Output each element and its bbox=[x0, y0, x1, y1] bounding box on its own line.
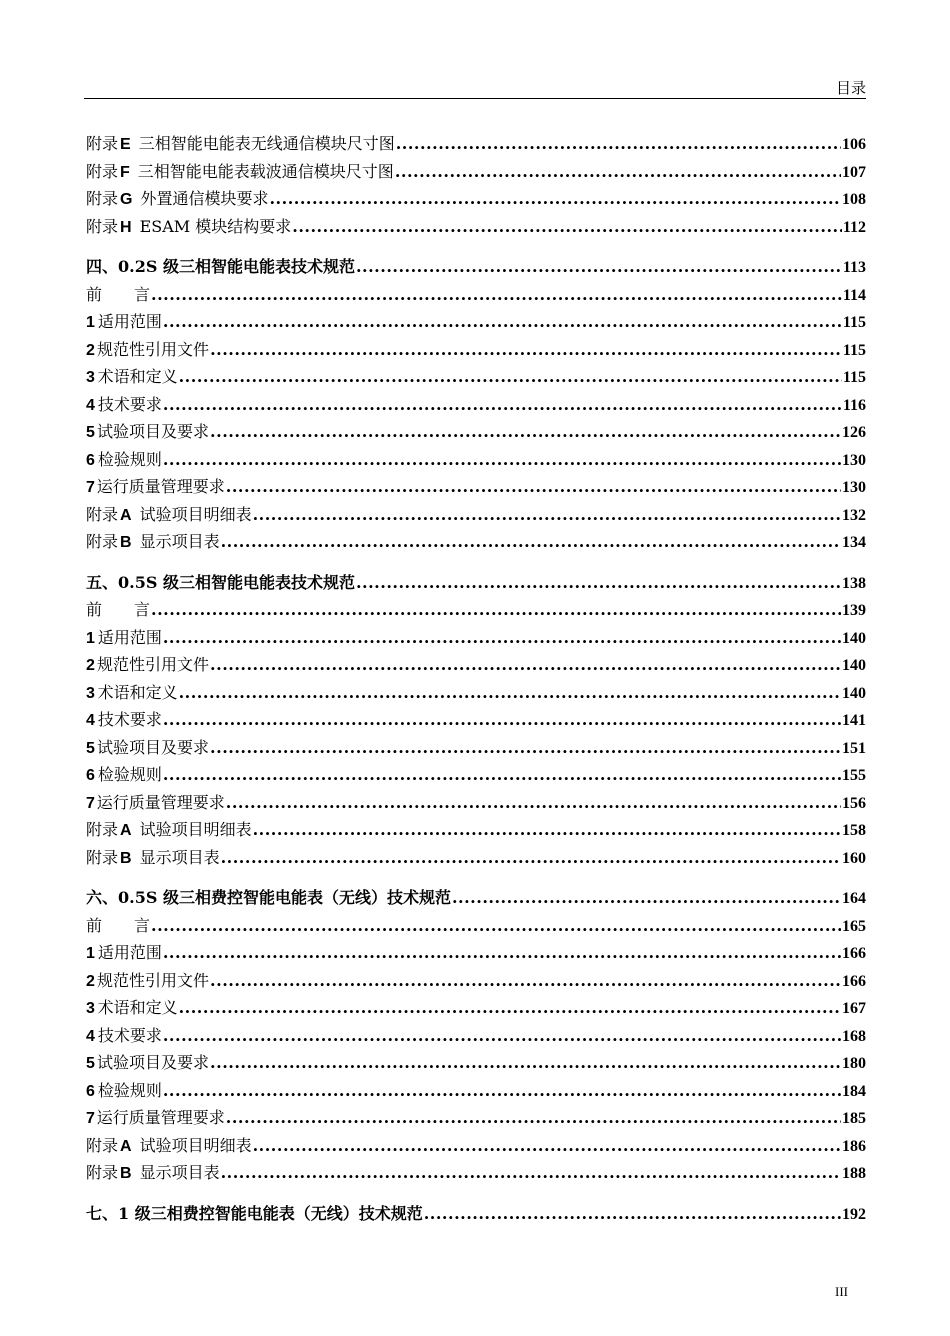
toc-entry-title: 术语和定义 bbox=[97, 367, 178, 386]
toc-entry-title: 试验项目明细表 bbox=[139, 1135, 252, 1155]
toc-entry-numbered[interactable] bbox=[86, 939, 866, 967]
toc-entry-numbered[interactable] bbox=[86, 651, 866, 679]
toc-chapter-number: 2 bbox=[86, 972, 95, 990]
toc-entry-title: 三相智能电能表载波通信模块尺寸图 bbox=[137, 161, 394, 181]
dot-leader bbox=[292, 213, 842, 241]
toc-appendix-label: 附录 bbox=[86, 504, 119, 524]
toc-appendix-letter: H bbox=[120, 218, 132, 236]
toc-entry-title: 术语和定义 bbox=[97, 998, 178, 1017]
toc-chapter-number: 2 bbox=[86, 341, 95, 359]
toc-chapter-number: 5 bbox=[86, 739, 95, 757]
toc-page-number: 132 bbox=[842, 506, 866, 524]
dot-leader bbox=[395, 158, 841, 186]
toc-entry-numbered[interactable] bbox=[86, 446, 866, 474]
dot-leader bbox=[221, 1159, 841, 1187]
dot-leader bbox=[221, 844, 841, 872]
toc-entry-numbered[interactable] bbox=[86, 336, 866, 364]
toc-page-number: 114 bbox=[842, 286, 866, 304]
dot-leader bbox=[396, 130, 841, 158]
toc-page-number: 130 bbox=[842, 479, 866, 496]
toc-entry-appendix[interactable] bbox=[86, 844, 866, 872]
toc-page-number: 115 bbox=[842, 314, 866, 331]
toc-page-number: 116 bbox=[842, 396, 866, 414]
toc-page-number: 188 bbox=[842, 1165, 866, 1182]
toc-entry-title: 显示项目表 bbox=[139, 1163, 220, 1182]
dot-leader bbox=[179, 994, 841, 1022]
dot-leader bbox=[221, 528, 841, 556]
dot-leader bbox=[210, 336, 842, 364]
dot-leader bbox=[253, 501, 841, 529]
toc-entry-appendix[interactable] bbox=[86, 130, 866, 158]
toc-entry-title: 试验项目明细表 bbox=[139, 820, 252, 839]
toc-entry-title: 显示项目表 bbox=[139, 532, 220, 551]
dot-leader bbox=[179, 363, 842, 391]
toc-entry-section[interactable] bbox=[86, 1200, 866, 1228]
toc-entry-title: 四、0.2S 级三相智能电能表技术规范 bbox=[86, 257, 355, 276]
toc-page-number: 164 bbox=[842, 890, 866, 907]
dot-leader bbox=[210, 651, 841, 679]
toc-chapter-number: 6 bbox=[86, 451, 95, 469]
toc-appendix-letter: B bbox=[120, 849, 132, 867]
toc-appendix-letter: G bbox=[120, 191, 133, 208]
toc-entry-numbered[interactable] bbox=[86, 363, 866, 391]
toc-entry-title: 适用范围 bbox=[97, 312, 162, 331]
toc-appendix-letter: F bbox=[120, 163, 130, 181]
dot-leader bbox=[163, 1077, 841, 1105]
toc-appendix-label: 附录 bbox=[86, 820, 119, 839]
dot-leader bbox=[424, 1200, 841, 1228]
dot-leader bbox=[163, 939, 841, 967]
dot-leader bbox=[151, 281, 842, 309]
toc-entry-numbered[interactable] bbox=[86, 391, 866, 419]
toc-appendix-letter: B bbox=[120, 534, 132, 551]
toc-entry-numbered[interactable] bbox=[86, 734, 866, 762]
toc-entry-section[interactable] bbox=[86, 884, 866, 912]
dot-leader bbox=[253, 816, 841, 844]
toc-entry-title: 技术要求 bbox=[97, 710, 162, 729]
toc-entry-title: 前 言 bbox=[86, 915, 151, 935]
toc-appendix-label: 附录 bbox=[86, 189, 119, 208]
toc-chapter-number: 1 bbox=[86, 945, 95, 962]
toc-entry-section[interactable] bbox=[86, 253, 866, 281]
toc-entry-title: 规范性引用文件 bbox=[97, 970, 210, 990]
dot-leader bbox=[163, 308, 842, 336]
toc-page-number: 115 bbox=[842, 369, 866, 386]
toc-page-number: 166 bbox=[842, 972, 866, 990]
toc-page-number: 130 bbox=[842, 451, 866, 469]
toc-entry-numbered[interactable] bbox=[86, 1104, 866, 1132]
toc-entry-numbered[interactable] bbox=[86, 706, 866, 734]
toc-entry-appendix[interactable] bbox=[86, 185, 866, 213]
toc-chapter-number: 3 bbox=[86, 1000, 95, 1017]
toc-entry-title: 显示项目表 bbox=[139, 847, 220, 867]
toc-appendix-label: 附录 bbox=[86, 847, 119, 867]
toc-chapter-number: 5 bbox=[86, 424, 95, 441]
toc-page-number: 180 bbox=[842, 1055, 866, 1072]
dot-leader bbox=[210, 1049, 841, 1077]
toc-entry-title: 运行质量管理要求 bbox=[96, 477, 225, 496]
toc-entry-numbered[interactable] bbox=[86, 789, 866, 817]
toc-entry-preface[interactable] bbox=[86, 281, 866, 309]
dot-leader bbox=[356, 569, 841, 597]
dot-leader bbox=[163, 391, 842, 419]
toc-entry-numbered[interactable] bbox=[86, 761, 866, 789]
toc-entry-appendix[interactable] bbox=[86, 816, 866, 844]
toc-page-number: 141 bbox=[842, 712, 866, 729]
dot-leader bbox=[163, 1022, 841, 1050]
toc-page-number: 108 bbox=[842, 191, 866, 208]
dot-leader bbox=[179, 679, 841, 707]
toc-page-number: 107 bbox=[842, 163, 866, 181]
toc-entry-title: 试验项目及要求 bbox=[97, 1053, 210, 1072]
toc-entry-title: 检验规则 bbox=[97, 449, 162, 469]
toc-page-number: 167 bbox=[842, 1000, 866, 1017]
toc-entry-title: 运行质量管理要求 bbox=[96, 1108, 225, 1127]
toc-chapter-number: 7 bbox=[86, 479, 95, 496]
toc-page-number: 156 bbox=[842, 794, 866, 812]
toc-page-number: 115 bbox=[842, 341, 866, 359]
toc-chapter-number: 5 bbox=[86, 1055, 95, 1072]
toc-entry-preface[interactable] bbox=[86, 596, 866, 624]
toc-entry-appendix[interactable] bbox=[86, 1159, 866, 1187]
toc-entry-numbered[interactable] bbox=[86, 994, 866, 1022]
page-number: III bbox=[835, 1284, 848, 1299]
toc-entry-numbered[interactable] bbox=[86, 473, 866, 501]
dot-leader bbox=[210, 967, 841, 995]
toc-appendix-label: 附录 bbox=[86, 134, 119, 153]
toc-page-number: 140 bbox=[842, 629, 866, 647]
toc-chapter-number: 3 bbox=[86, 369, 95, 386]
toc-appendix-letter: E bbox=[120, 136, 131, 153]
toc-chapter-number: 4 bbox=[86, 1027, 95, 1045]
dot-leader bbox=[210, 734, 841, 762]
dot-leader bbox=[163, 624, 841, 652]
dot-leader bbox=[452, 884, 841, 912]
toc-chapter-number: 7 bbox=[86, 1110, 95, 1127]
toc-entry-title: 试验项目及要求 bbox=[97, 737, 210, 757]
toc-entry-title: 规范性引用文件 bbox=[97, 339, 210, 359]
toc-entry-section[interactable] bbox=[86, 569, 866, 597]
table-of-contents bbox=[86, 130, 866, 1227]
toc-entry-numbered[interactable] bbox=[86, 1049, 866, 1077]
toc-entry-title: 五、0.5S 级三相智能电能表技术规范 bbox=[86, 572, 355, 592]
toc-entry-title: 规范性引用文件 bbox=[97, 655, 210, 674]
dot-leader bbox=[226, 789, 841, 817]
toc-page-number: 138 bbox=[842, 574, 866, 592]
dot-leader bbox=[253, 1132, 841, 1160]
toc-chapter-number: 1 bbox=[86, 314, 95, 331]
toc-page-number: 168 bbox=[842, 1027, 866, 1045]
toc-entry-title: 七、1 级三相费控智能电能表（无线）技术规范 bbox=[86, 1203, 423, 1223]
toc-appendix-letter: A bbox=[120, 506, 132, 524]
dot-leader bbox=[163, 706, 841, 734]
toc-page-number: 112 bbox=[842, 218, 866, 236]
toc-page-number: 192 bbox=[842, 1205, 866, 1223]
toc-entry-title: 适用范围 bbox=[97, 627, 162, 647]
toc-entry-title: 技术要求 bbox=[97, 394, 162, 414]
toc-entry-title: 检验规则 bbox=[97, 1080, 162, 1100]
toc-chapter-number: 1 bbox=[86, 629, 95, 647]
toc-entry-numbered[interactable] bbox=[86, 1077, 866, 1105]
toc-chapter-number: 6 bbox=[86, 767, 95, 784]
dot-leader bbox=[269, 185, 841, 213]
toc-entry-preface[interactable] bbox=[86, 912, 866, 940]
toc-entry-appendix[interactable] bbox=[86, 501, 866, 529]
toc-entry-title: 前 言 bbox=[86, 600, 151, 619]
toc-entry-title: 试验项目及要求 bbox=[97, 422, 210, 441]
toc-entry-numbered[interactable] bbox=[86, 967, 866, 995]
dot-leader bbox=[210, 418, 841, 446]
toc-chapter-number: 6 bbox=[86, 1082, 95, 1100]
toc-entry-title: 技术要求 bbox=[97, 1025, 162, 1045]
dot-leader bbox=[163, 446, 841, 474]
toc-page-number: 158 bbox=[842, 822, 866, 839]
toc-appendix-letter: B bbox=[120, 1165, 132, 1182]
page-header-title: 目录 bbox=[835, 79, 866, 97]
toc-page-number: 151 bbox=[842, 739, 866, 757]
toc-entry-title: 试验项目明细表 bbox=[139, 504, 252, 524]
dot-leader bbox=[163, 761, 841, 789]
toc-chapter-number: 7 bbox=[86, 794, 95, 812]
toc-entry-numbered[interactable] bbox=[86, 418, 866, 446]
dot-leader bbox=[356, 253, 842, 281]
toc-chapter-number: 4 bbox=[86, 712, 95, 729]
toc-entry-numbered[interactable] bbox=[86, 624, 866, 652]
toc-page-number: 185 bbox=[842, 1110, 866, 1127]
toc-appendix-label: 附录 bbox=[86, 532, 119, 551]
toc-entry-title: 术语和定义 bbox=[97, 682, 178, 702]
toc-page-number: 139 bbox=[842, 602, 866, 619]
toc-entry-numbered[interactable] bbox=[86, 679, 866, 707]
toc-entry-title: 六、0.5S 级三相费控智能电能表（无线）技术规范 bbox=[86, 888, 451, 907]
toc-page-number: 155 bbox=[842, 767, 866, 784]
toc-page-number: 126 bbox=[842, 424, 866, 441]
toc-page-number: 140 bbox=[842, 684, 866, 702]
toc-entry-title: 三相智能电能表无线通信模块尺寸图 bbox=[138, 134, 395, 153]
toc-chapter-number: 2 bbox=[86, 657, 95, 674]
toc-page-number: 106 bbox=[842, 136, 866, 153]
dot-leader bbox=[151, 912, 841, 940]
toc-appendix-letter: A bbox=[120, 822, 132, 839]
dot-leader bbox=[226, 1104, 841, 1132]
toc-entry-appendix[interactable] bbox=[86, 158, 866, 186]
toc-page-number: 166 bbox=[842, 945, 866, 962]
toc-appendix-letter: A bbox=[120, 1137, 132, 1155]
toc-entry-title: 前 言 bbox=[86, 284, 151, 304]
toc-entry-title: ESAM 模块结构要求 bbox=[139, 216, 292, 236]
toc-appendix-label: 附录 bbox=[86, 1135, 119, 1155]
toc-appendix-label: 附录 bbox=[86, 216, 119, 236]
toc-page-number: 184 bbox=[842, 1082, 866, 1100]
toc-entry-title: 适用范围 bbox=[97, 943, 162, 962]
toc-page-number: 165 bbox=[842, 917, 866, 935]
toc-page-number: 160 bbox=[842, 849, 866, 867]
toc-page-number: 113 bbox=[842, 259, 866, 276]
toc-appendix-label: 附录 bbox=[86, 161, 119, 181]
toc-entry-appendix[interactable] bbox=[86, 1132, 866, 1160]
toc-page-number: 134 bbox=[842, 534, 866, 551]
toc-entry-numbered[interactable] bbox=[86, 308, 866, 336]
toc-entry-title: 运行质量管理要求 bbox=[96, 792, 225, 812]
toc-entry-title: 外置通信模块要求 bbox=[140, 189, 269, 208]
toc-appendix-label: 附录 bbox=[86, 1163, 119, 1182]
dot-leader bbox=[226, 473, 841, 501]
dot-leader bbox=[151, 596, 841, 624]
toc-chapter-number: 3 bbox=[86, 684, 95, 702]
header-rule bbox=[84, 98, 866, 99]
toc-entry-appendix[interactable] bbox=[86, 213, 866, 241]
toc-page-number: 186 bbox=[842, 1137, 866, 1155]
toc-entry-numbered[interactable] bbox=[86, 1022, 866, 1050]
toc-page-number: 140 bbox=[842, 657, 866, 674]
toc-chapter-number: 4 bbox=[86, 396, 95, 414]
toc-entry-appendix[interactable] bbox=[86, 528, 866, 556]
toc-entry-title: 检验规则 bbox=[97, 765, 162, 784]
